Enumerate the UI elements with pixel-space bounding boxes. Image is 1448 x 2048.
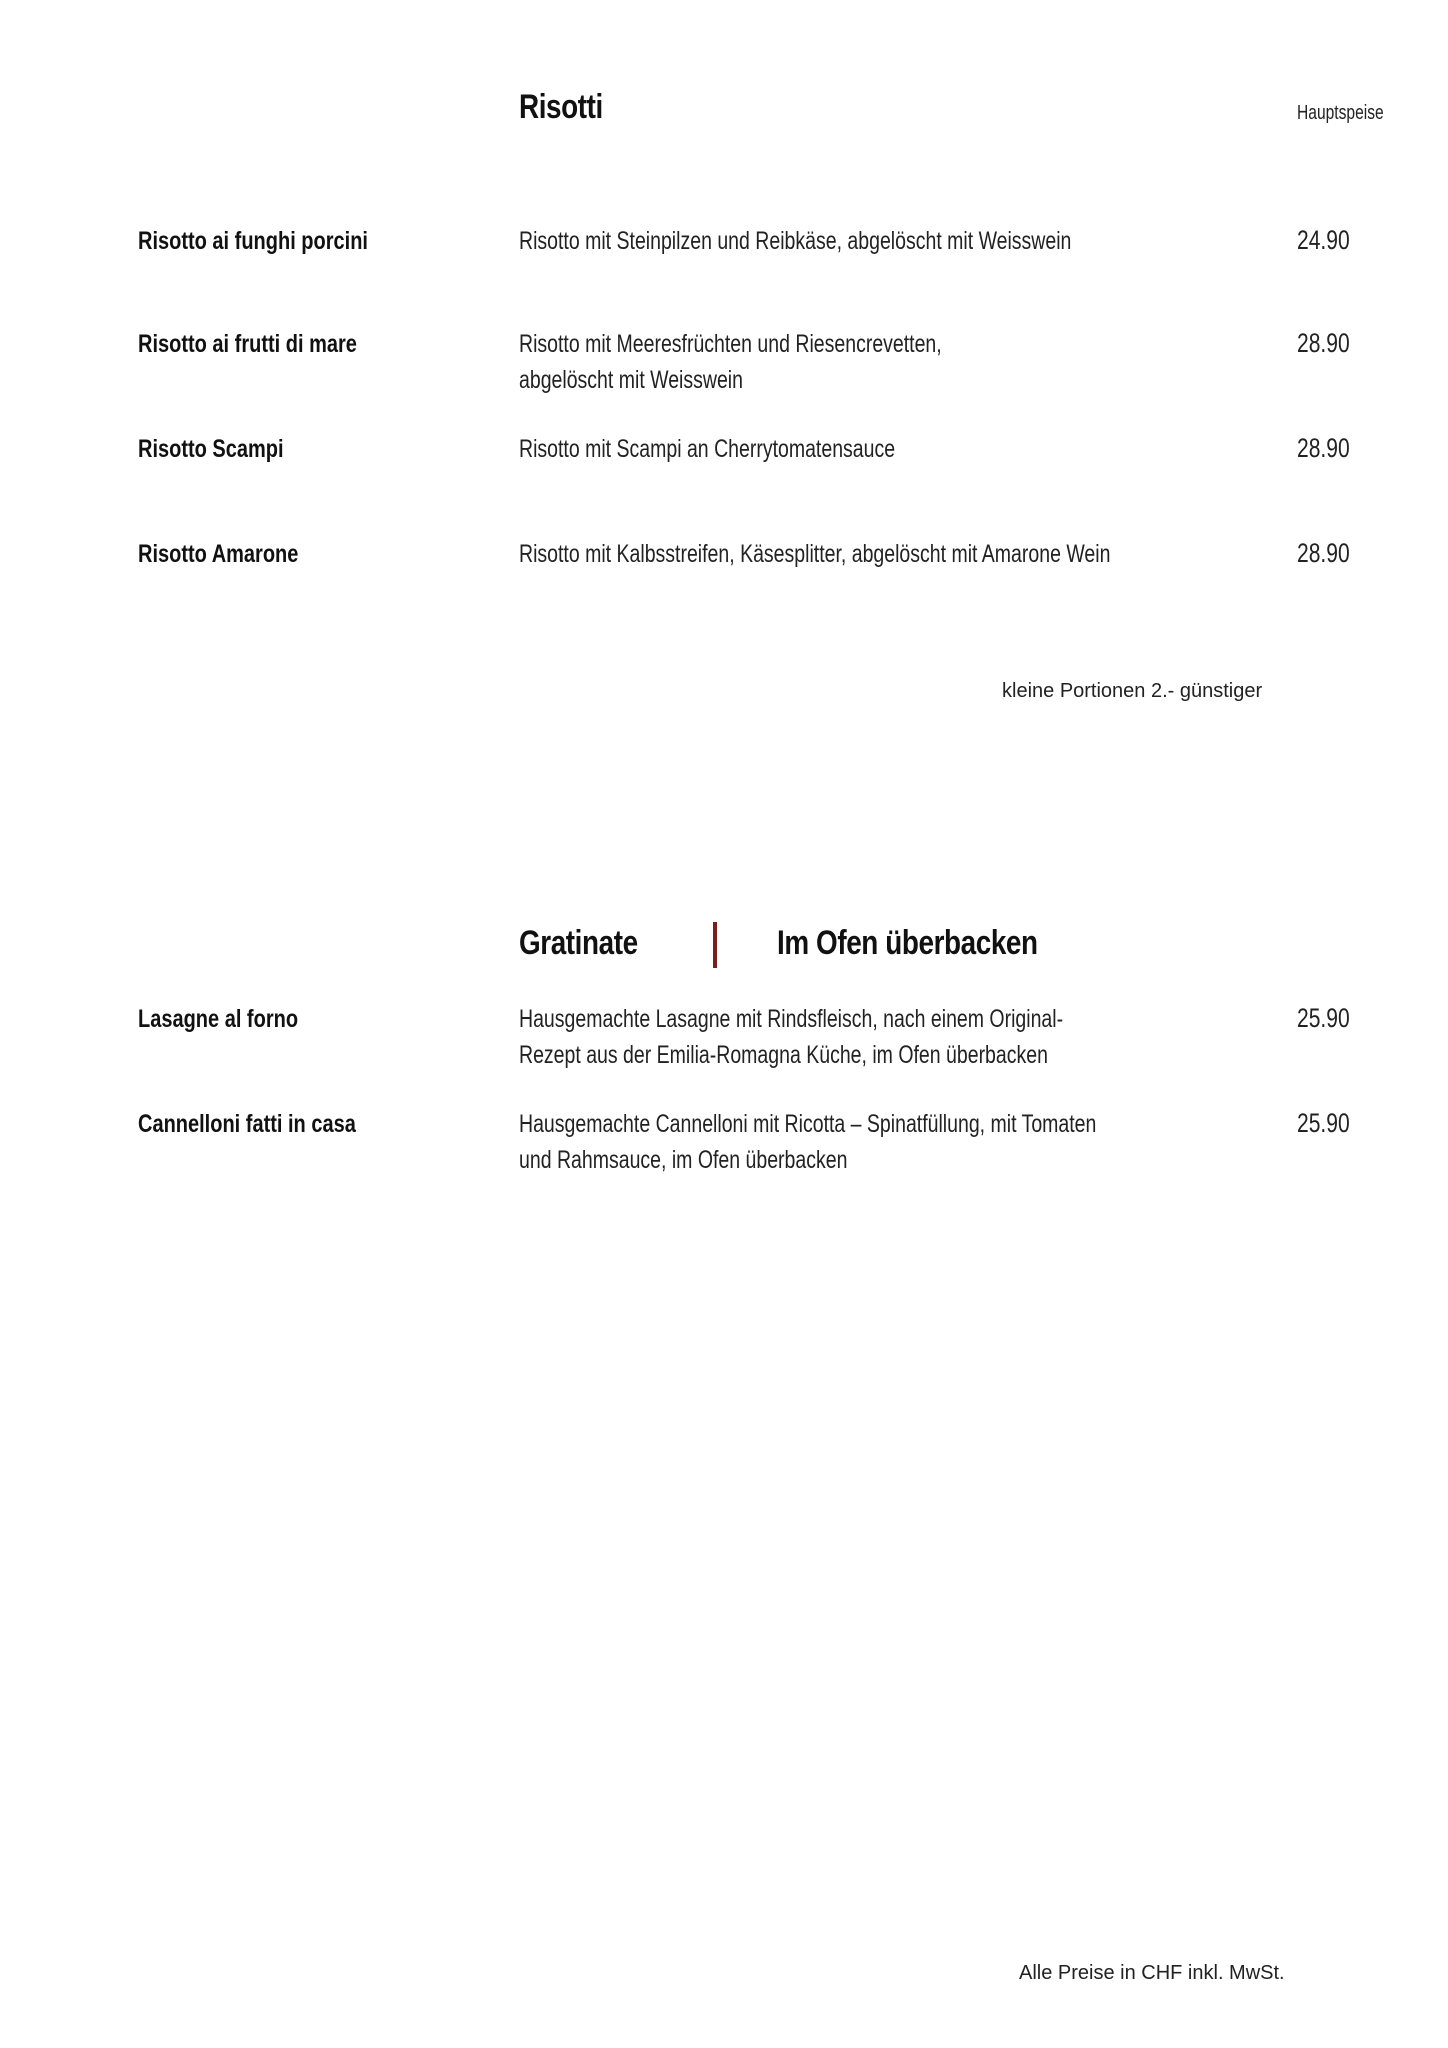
dish-name: Risotto ai frutti di mare (138, 330, 357, 358)
dish-price: 24.90 (1297, 225, 1350, 255)
dish-price: 28.90 (1297, 433, 1350, 463)
dish-description-line: Rezept aus der Emilia-Romagna Küche, im Ofen überbacken (519, 1041, 1048, 1069)
dish-name: Cannelloni fatti in casa (138, 1110, 356, 1138)
dish-description-line: Hausgemachte Lasagne mit Rindsfleisch, nach einem Original- (519, 1005, 1064, 1033)
dish-description-line: Risotto mit Kalbsstreifen, Käsesplitter, abgelöscht mit Amarone Wein (519, 540, 1111, 568)
dish-description (519, 431, 895, 467)
portion-note: kleine Portionen 2.- günstiger (1002, 680, 1263, 702)
dish-price: 28.90 (1297, 538, 1350, 568)
price-footnote: Alle Preise in CHF inkl. MwSt. (1019, 1962, 1285, 1984)
dish-name: Risotto ai funghi porcini (138, 227, 368, 255)
dish-name: Risotto Amarone (138, 540, 299, 568)
dish-description (519, 1001, 1063, 1073)
dish-description (519, 223, 1071, 259)
dish-description (519, 536, 1110, 572)
title-divider (713, 922, 717, 968)
dish-description-line: Risotto mit Meeresfrüchten und Riesencrevetten, (519, 330, 942, 358)
section-subtitle-gratinate: Im Ofen überbacken (777, 924, 1038, 962)
dish-name: Risotto Scampi (138, 435, 284, 463)
dish-price: 25.90 (1297, 1003, 1350, 1033)
section-title-gratinate: Gratinate (519, 924, 638, 962)
dish-description-line: Risotto mit Scampi an Cherrytomatensauce (519, 435, 896, 463)
dish-description-line: abgelöscht mit Weisswein (519, 366, 743, 394)
dish-description (519, 1106, 1096, 1178)
dish-description-line: Hausgemachte Cannelloni mit Ricotta – Spinatfüllung, mit Tomaten (519, 1110, 1097, 1138)
dish-description-line: Risotto mit Steinpilzen und Reibkäse, abgelöscht mit Weisswein (519, 227, 1072, 255)
dish-price: 25.90 (1297, 1108, 1350, 1138)
category-label: Hauptspeise (1297, 102, 1384, 124)
dish-description (519, 326, 942, 398)
section-title-risotti: Risotti (519, 88, 603, 126)
dish-name: Lasagne al forno (138, 1005, 299, 1033)
dish-price: 28.90 (1297, 328, 1350, 358)
dish-description-line: und Rahmsauce, im Ofen überbacken (519, 1146, 848, 1174)
